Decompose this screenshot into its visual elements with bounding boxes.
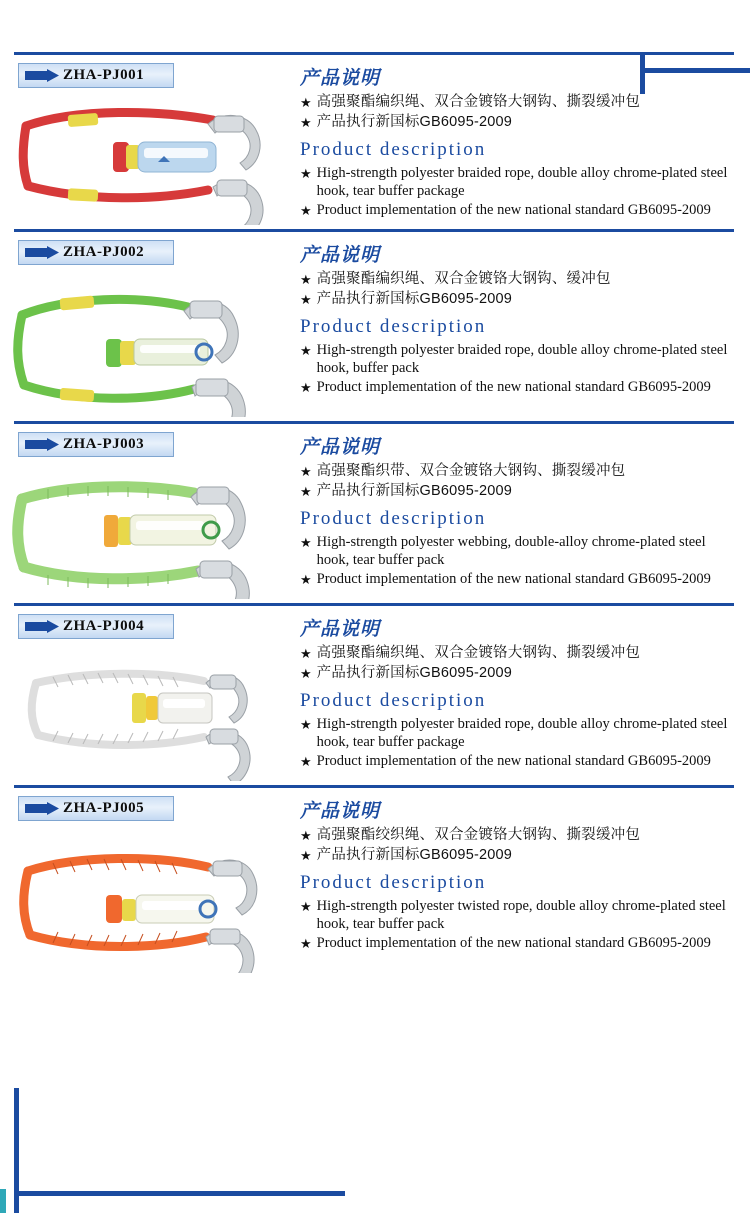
product-block-4 — [0, 603, 750, 785]
heading-en: Product description — [300, 872, 487, 893]
bullet-cn — [300, 93, 738, 112]
product-description-column — [300, 55, 750, 221]
product-image-column — [0, 788, 300, 977]
product-description-column — [300, 788, 750, 954]
star-icon: ★ — [300, 936, 312, 951]
star-icon: ★ — [300, 754, 312, 769]
bullet-en — [300, 715, 738, 751]
product-block-2 — [0, 229, 750, 421]
product-code-label: ZHA-PJ004 — [63, 618, 145, 634]
right-arrow-icon — [25, 246, 59, 259]
star-icon: ★ — [300, 828, 312, 843]
product-description-column — [300, 606, 750, 772]
bullet-cn-text: 高强聚酯编织绳、双合金镀铬大钢钩、缓冲包 — [316, 271, 611, 287]
right-arrow-icon — [25, 69, 59, 82]
right-arrow-icon — [25, 802, 59, 815]
product-image-column — [0, 232, 300, 421]
bullet-cn-text: 产品执行新国标GB6095-2009 — [316, 665, 513, 681]
star-icon: ★ — [300, 464, 312, 479]
bullet-cn — [300, 664, 738, 683]
bullet-en-text: Product implementation of the new national standard GB6095-2009 — [316, 571, 711, 587]
bullet-en-text: High-strength polyester braided rope, double alloy chrome-plated steel hook, tear buffer package — [316, 716, 728, 750]
bullet-en — [300, 752, 738, 771]
bullet-cn — [300, 270, 738, 289]
product-code-label: ZHA-PJ002 — [63, 244, 145, 260]
bottom-left-corner-decoration — [0, 1088, 345, 1213]
star-icon: ★ — [300, 380, 312, 395]
bullet-en — [300, 341, 738, 377]
product-code-tag — [18, 796, 174, 821]
heading-en: Product description — [300, 139, 487, 160]
bullet-cn — [300, 462, 738, 481]
star-icon: ★ — [300, 717, 312, 732]
product-block-1 — [0, 52, 750, 229]
bullet-en-text: Product implementation of the new national standard GB6095-2009 — [316, 753, 711, 769]
bullet-cn-text: 高强聚酯绞织绳、双合金镀铬大钢钩、撕裂缓冲包 — [316, 827, 641, 843]
right-arrow-icon — [25, 438, 59, 451]
star-icon: ★ — [300, 166, 312, 181]
product-image-column — [0, 424, 300, 603]
heading-en: Product description — [300, 690, 487, 711]
product-image-column — [0, 606, 300, 785]
bullet-cn-text: 产品执行新国标GB6095-2009 — [316, 847, 513, 863]
bullet-cn-text: 产品执行新国标GB6095-2009 — [316, 291, 513, 307]
bullet-cn-text: 高强聚酯编织绳、双合金镀铬大钢钩、撕裂缓冲包 — [316, 94, 641, 110]
lanyard-white-rope-photo — [8, 641, 288, 781]
bullet-cn — [300, 826, 738, 845]
star-icon: ★ — [300, 115, 312, 130]
star-icon: ★ — [300, 95, 312, 110]
product-code-tag — [18, 614, 174, 639]
lanyard-orange-rope-photo — [8, 823, 288, 973]
product-description-column — [300, 424, 750, 590]
bullet-en — [300, 201, 738, 220]
product-code-label: ZHA-PJ003 — [63, 436, 145, 452]
bullet-cn-text: 产品执行新国标GB6095-2009 — [316, 483, 513, 499]
star-icon: ★ — [300, 272, 312, 287]
bullet-cn-text: 产品执行新国标GB6095-2009 — [316, 114, 513, 130]
bullet-en — [300, 164, 738, 200]
product-code-tag — [18, 63, 174, 88]
corner-accent-mark — [0, 1189, 6, 1213]
heading-en: Product description — [300, 316, 487, 337]
bullet-cn — [300, 113, 738, 132]
lanyard-green-rope-photo — [8, 267, 288, 417]
bullet-en — [300, 378, 738, 397]
heading-en: Product description — [300, 508, 487, 529]
heading-cn: 产品说明 — [300, 68, 381, 89]
corner-line-horizontal — [14, 1191, 345, 1196]
star-icon: ★ — [300, 899, 312, 914]
star-icon: ★ — [300, 848, 312, 863]
bullet-en-text: High-strength polyester braided rope, double alloy chrome-plated steel hook, buffer pack — [316, 342, 728, 376]
product-code-label: ZHA-PJ001 — [63, 67, 145, 83]
product-block-3 — [0, 421, 750, 603]
lanyard-red-rope-photo — [8, 90, 288, 225]
heading-cn: 产品说明 — [300, 619, 381, 640]
bullet-en-text: High-strength polyester braided rope, double alloy chrome-plated steel hook, tear buffer package — [316, 165, 728, 199]
bullet-cn-text: 高强聚酯织带、双合金镀铬大钢钩、撕裂缓冲包 — [316, 463, 626, 479]
heading-cn: 产品说明 — [300, 437, 381, 458]
bullet-cn — [300, 482, 738, 501]
bullet-en — [300, 570, 738, 589]
star-icon: ★ — [300, 343, 312, 358]
bullet-en — [300, 533, 738, 569]
bullet-cn — [300, 846, 738, 865]
heading-cn: 产品说明 — [300, 801, 381, 822]
product-description-column — [300, 232, 750, 398]
product-code-tag — [18, 240, 174, 265]
bullet-en-text: Product implementation of the new national standard GB6095-2009 — [316, 935, 711, 951]
bullet-cn — [300, 644, 738, 663]
bullet-en-text: High-strength polyester webbing, double-alloy chrome-plated steel hook, tear buffer pack — [316, 534, 706, 568]
product-image-column — [0, 55, 300, 229]
heading-cn: 产品说明 — [300, 245, 381, 266]
bullet-en — [300, 897, 738, 933]
bullet-cn-text: 高强聚酯编织绳、双合金镀铬大钢钩、撕裂缓冲包 — [316, 645, 641, 661]
star-icon: ★ — [300, 484, 312, 499]
product-code-label: ZHA-PJ005 — [63, 800, 145, 816]
product-block-5 — [0, 785, 750, 977]
bullet-cn — [300, 290, 738, 309]
bullet-en — [300, 934, 738, 953]
star-icon: ★ — [300, 572, 312, 587]
right-arrow-icon — [25, 620, 59, 633]
star-icon: ★ — [300, 292, 312, 307]
product-code-tag — [18, 432, 174, 457]
star-icon: ★ — [300, 666, 312, 681]
bullet-en-text: Product implementation of the new national standard GB6095-2009 — [316, 379, 711, 395]
star-icon: ★ — [300, 203, 312, 218]
bullet-en-text: Product implementation of the new national standard GB6095-2009 — [316, 202, 711, 218]
star-icon: ★ — [300, 646, 312, 661]
bullet-en-text: High-strength polyester twisted rope, double alloy chrome-plated steel hook, tear buffer pack — [316, 898, 726, 932]
lanyard-green-webbing-photo — [8, 459, 288, 599]
star-icon: ★ — [300, 535, 312, 550]
